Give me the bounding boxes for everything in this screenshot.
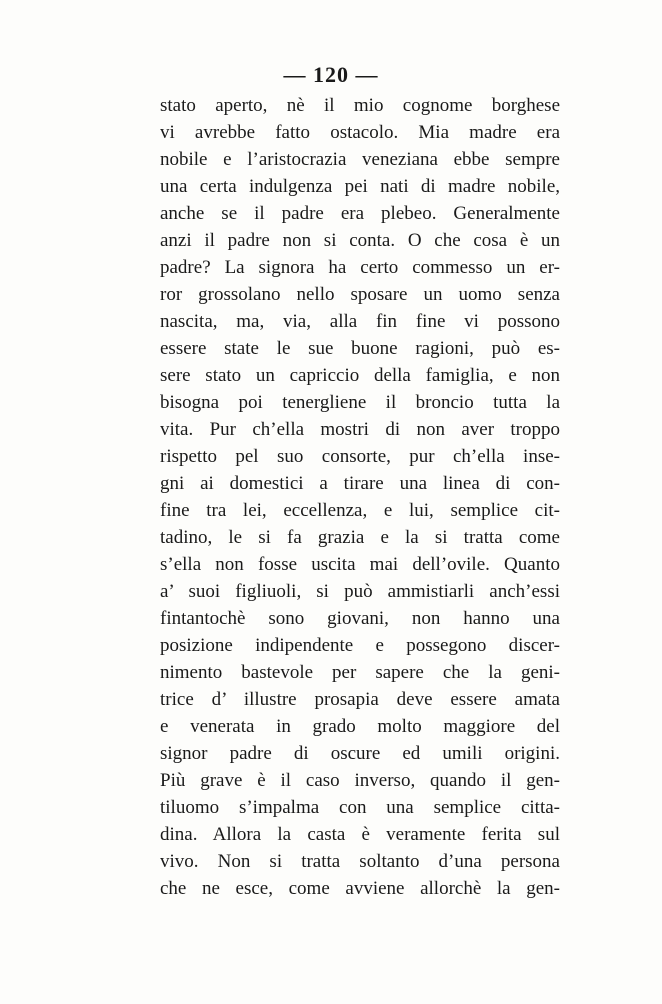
text-line: rispetto pel suo consorte, pur ch’ella inse- — [160, 446, 560, 467]
text-line: Più grave è il caso inverso, quando il gen- — [160, 770, 560, 791]
text-line: vi avrebbe fatto ostacolo. Mia madre era — [160, 122, 560, 143]
text-line: anche se il padre era plebeo. Generalmente — [160, 203, 560, 224]
text-line: vivo. Non si tratta soltanto d’una persona — [160, 851, 560, 872]
text-line: sere stato un capriccio della famiglia, e non — [160, 365, 560, 386]
text-line: fine tra lei, eccellenza, e lui, semplice cit- — [160, 500, 560, 521]
text-line: signor padre di oscure ed umili origini. — [160, 743, 560, 764]
text-line: anzi il padre non si conta. O che cosa è un — [160, 230, 560, 251]
text-line: nimento bastevole per sapere che la geni- — [160, 662, 560, 683]
text-line: nobile e l’aristocrazia veneziana ebbe sempre — [160, 149, 560, 170]
text-line: nascita, ma, via, alla fin fine vi possono — [160, 311, 560, 332]
text-line: che ne esce, come avviene allorchè la gen- — [160, 878, 560, 899]
text-line: dina. Allora la casta è veramente ferita sul — [160, 824, 560, 845]
text-line: padre? La signora ha certo commesso un er- — [160, 257, 560, 278]
text-line: gni ai domestici a tirare una linea di con- — [160, 473, 560, 494]
text-line: tadino, le si fa grazia e la si tratta come — [160, 527, 560, 548]
text-line: s’ella non fosse uscita mai dell’ovile. Quanto — [160, 554, 560, 575]
text-line: a’ suoi figliuoli, si può ammistiarli anch’essi — [160, 581, 560, 602]
text-line: e venerata in grado molto maggiore del — [160, 716, 560, 737]
text-line: posizione indipendente e possegono discer- — [160, 635, 560, 656]
text-line: trice d’ illustre prosapia deve essere amata — [160, 689, 560, 710]
text-line: ror grossolano nello sposare un uomo senza — [160, 284, 560, 305]
body-text — [160, 92, 560, 902]
text-line: vita. Pur ch’ella mostri di non aver troppo — [160, 419, 560, 440]
text-line: fintantochè sono giovani, non hanno una — [160, 608, 560, 629]
text-line: una certa indulgenza pei nati di madre nobile, — [160, 176, 560, 197]
text-line: stato aperto, nè il mio cognome borghese — [160, 95, 560, 116]
text-line: essere state le sue buone ragioni, può es- — [160, 338, 560, 359]
page-number: — 120 — — [283, 62, 379, 87]
text-line: bisogna poi tenergliene il broncio tutta la — [160, 392, 560, 413]
text-line: tiluomo s’impalma con una semplice citta- — [160, 797, 560, 818]
